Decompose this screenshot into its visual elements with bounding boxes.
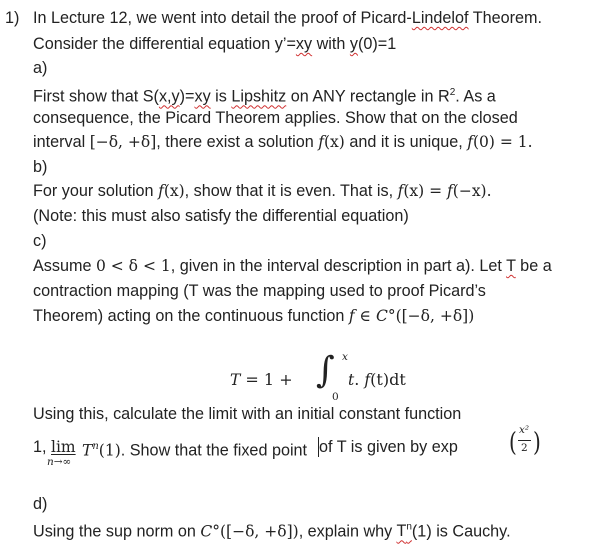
paren-left: ( [509,426,517,458]
math-deg: ° [212,522,220,541]
math-dot: . [354,370,365,389]
ode-with: with [312,35,350,53]
math-x: (x) [324,133,345,151]
part-a-line-2: consequence, the Picard Theorem applies. Show that on the closed [33,109,518,127]
text-xy: xy [194,87,211,106]
math-x: (x) [163,182,185,200]
intro-text: In Lecture 12, we went into detail the proof of Picard- [33,9,412,27]
math-f: f [467,133,473,151]
text: For your solution [33,182,159,200]
math: (−x). [452,182,492,200]
math-interval: ([−δ, +δ]) [395,307,475,325]
text-T: T [396,522,407,541]
ode-text: Consider the differential equation y’= [33,35,296,53]
math-C: C [200,522,213,541]
part-d-label: d) [33,495,48,513]
math-f: f [318,133,324,151]
integrand [348,370,406,389]
frac-bar [518,440,531,441]
text: , there exist a solution [156,133,319,151]
text: Assume [33,257,96,275]
text: be a [515,257,552,275]
text: Using the sup norm on [33,522,201,541]
text: , explain why [298,522,397,541]
text: )= [179,87,195,106]
text: (1) is Cauchy. [411,522,511,541]
part-a-line-1 [33,81,496,105]
math-inequality: 0 < δ < 1 [95,257,171,275]
integral-upper: x [342,351,348,363]
math-f0: (0) = 1. [472,133,533,151]
paren-right: ) [533,426,541,458]
question-intro [33,6,542,30]
math-f: f [397,182,404,200]
eq-lhs [230,370,293,389]
math-f: f [364,371,371,389]
part-c-line-2: contraction mapping (T was the mapping used to proof Picard’s [33,282,486,300]
text-Tn [396,522,411,540]
text: Theorem) acting on the continuous function [33,307,349,325]
text: , given in the interval description in part a). Let [170,257,507,275]
part-c-line-1 [33,254,552,278]
text: interval [33,133,90,151]
text: . Show that the fixed point [120,441,308,460]
ode-initial: (0)=1 [358,35,397,53]
part-d-line-1 [33,516,511,540]
math-C: C [375,307,388,325]
frac-denominator: 2 [521,442,528,454]
part-b-line-2: (Note: this must also satisfy the differential equation) [33,207,409,225]
part-c-line-4: Using this, calculate the limit with an initial constant function [33,405,462,423]
superscript: 2 [449,87,456,98]
text-xy: x,y [158,87,180,106]
math-T: T [230,371,241,389]
text: of T is given by exp [319,438,458,456]
ode-y: y [349,35,358,53]
math-deg: ° [387,307,396,325]
lipshitz-word: Lipshitz [231,87,287,106]
part-b-label: b) [33,158,48,176]
lindelof-word: Lindelof [411,9,469,27]
frac-numerator: x² [519,424,530,436]
math-f: f [348,307,355,325]
math: (x) = [403,182,448,200]
lim-subscript: n→∞ [47,456,72,468]
math-arg: (1) [98,441,121,460]
text: First show that S( [33,87,159,106]
text-T: T [506,257,516,275]
part-a-line-3 [33,130,533,154]
text: is [210,87,232,106]
math-interval: ([−δ, +δ]) [220,522,299,541]
math-dt: (t)dt [370,370,406,389]
part-c-label: c) [33,232,47,250]
math-f: f [158,182,164,200]
text: and it is unique, [344,133,468,151]
part-c-line-5b [82,435,307,459]
text: on ANY rectangle in R [286,87,450,106]
math-interval: [−δ, +δ] [89,133,157,151]
math-n: n [92,441,99,452]
integral-lower: 0 [332,391,339,403]
part-a-label: a) [33,59,48,77]
part-b-line-1 [33,179,492,203]
text: , show that it is even. That is, [184,182,398,200]
part-c-line-5c [319,435,458,459]
text: . As a [455,87,496,106]
part-c-line-3 [33,304,474,328]
text: 1, [33,438,51,456]
ode-xy: xy [295,35,313,53]
math-lim: lim [51,438,76,456]
math-f: f [447,182,453,200]
question-number: 1) [5,9,20,27]
text-n: n [406,522,412,533]
intro-text-end: Theorem. [468,9,543,27]
math-eq: = 1 + [240,370,293,389]
ode-statement [33,32,396,56]
math-t: t [348,371,355,389]
integral-sign: ∫ [316,350,335,391]
math-T: T [82,441,93,460]
math-in: ∈ [354,307,376,325]
